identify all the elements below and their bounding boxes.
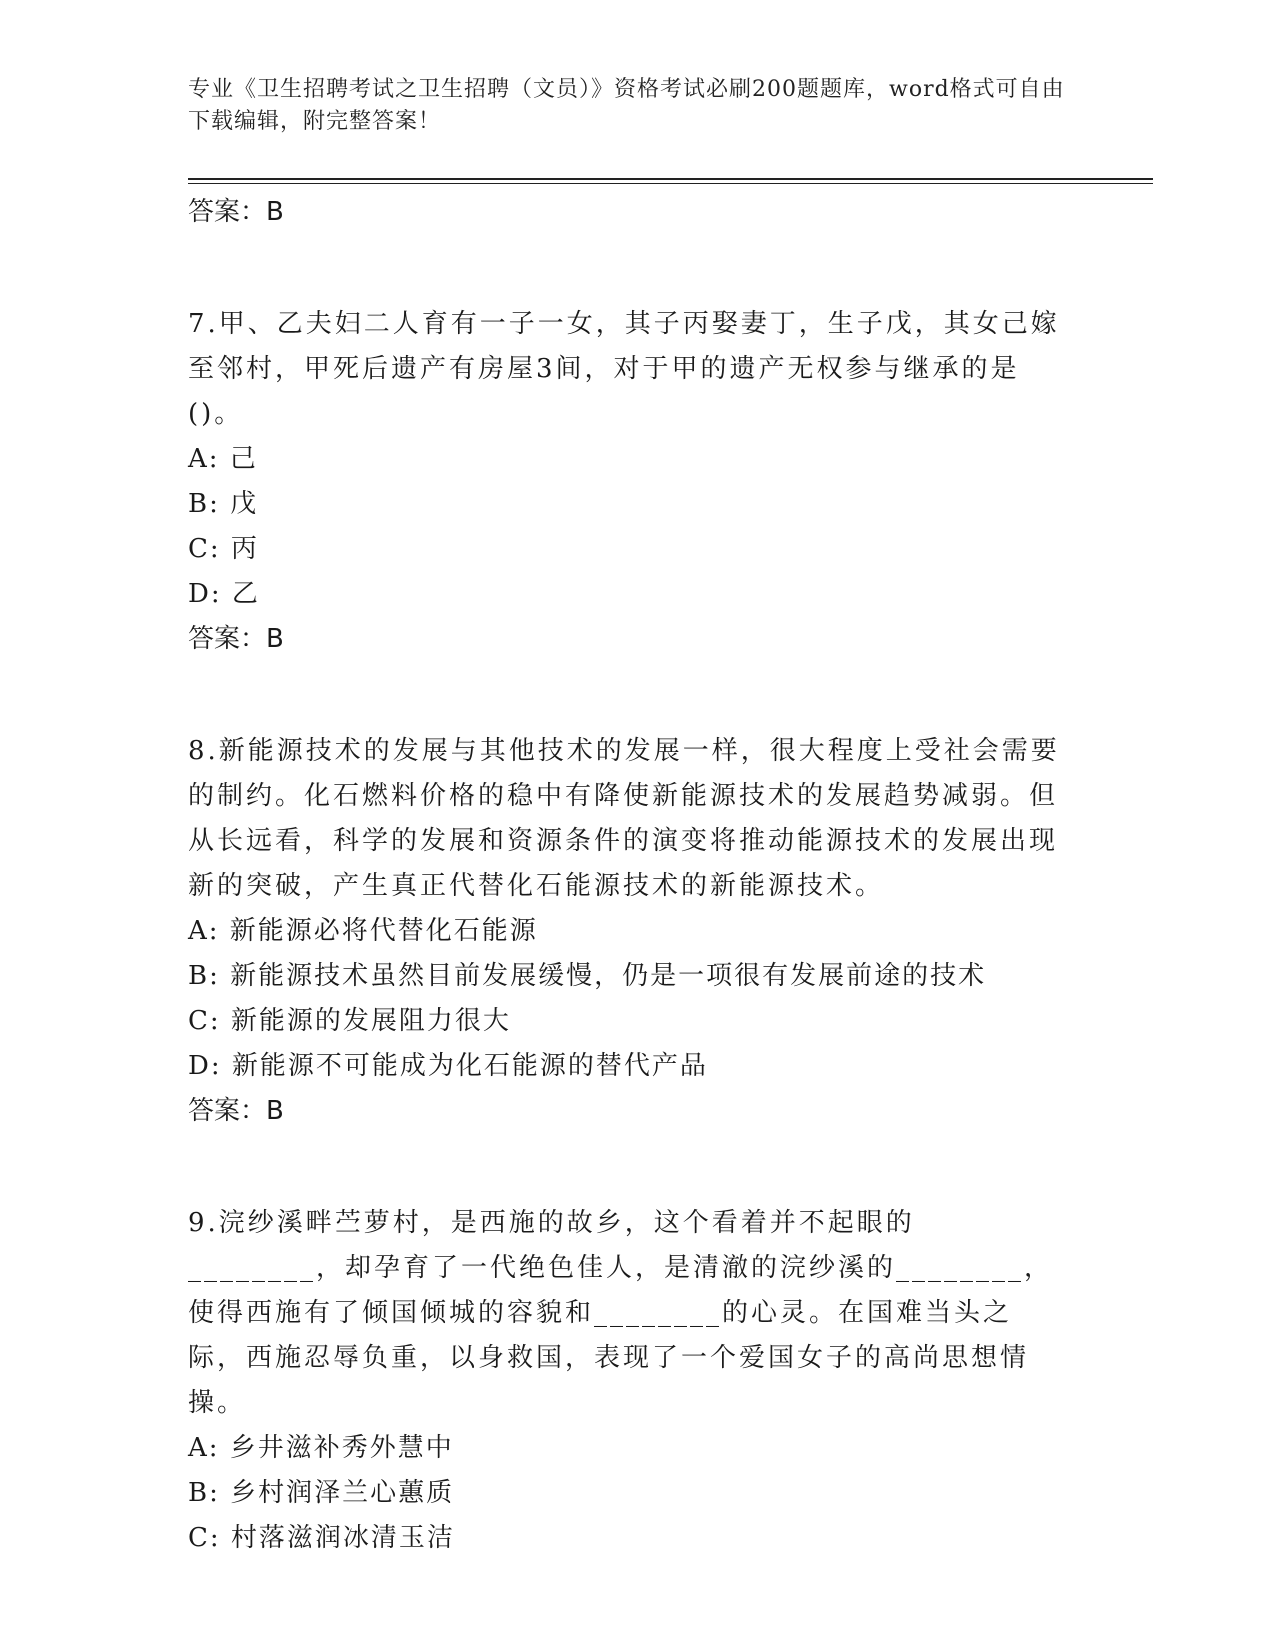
document-body bbox=[188, 190, 1068, 1561]
spacer bbox=[188, 661, 1068, 729]
option-d: D: 乙 bbox=[188, 579, 260, 609]
question-block bbox=[188, 729, 1068, 1133]
answer-label: 答案：B bbox=[188, 1096, 284, 1126]
question-text: 8.新能源技术的发展与其他技术的发展一样，很大程度上受社会需要的制约。化石燃料价格的稳中有降使新能源技术的发展趋势减弱。但从长远看，科学的发展和资源条件的演变将推动能源技术的发展出现新的突破，产生真正代替化石能源技术的新能源技术。 bbox=[188, 736, 1060, 901]
spacer bbox=[188, 234, 1068, 302]
question-text: 9.浣纱溪畔苎萝村，是西施的故乡，这个看着并不起眼的________，却孕育了一代绝色佳人，是清澈的浣纱溪的________，使得西施有了倾国倾城的容貌和________的心灵。在国难当头之际，西施忍辱负重，以身救国，表现了一个爱国女子的高尚思想情操。 bbox=[188, 1208, 1054, 1418]
option-a: A: 乡井滋补秀外慧中 bbox=[188, 1433, 454, 1463]
option-c: C: 丙 bbox=[188, 534, 259, 564]
option-c: C: 新能源的发展阻力很大 bbox=[188, 1006, 511, 1036]
question-block bbox=[188, 302, 1068, 661]
answer-label: 答案：B bbox=[188, 197, 284, 227]
option-a: A: 己 bbox=[188, 444, 258, 474]
option-a: A: 新能源必将代替化石能源 bbox=[188, 916, 538, 946]
option-c: C: 村落滋润冰清玉洁 bbox=[188, 1523, 455, 1553]
option-b: B: 乡村润泽兰心蕙质 bbox=[188, 1478, 455, 1508]
spacer bbox=[188, 1133, 1068, 1201]
document-header: 专业《卫生招聘考试之卫生招聘（文员）》资格考试必刷200题题库，word格式可自由下载编辑，附完整答案！ bbox=[188, 77, 1065, 134]
option-d: D: 新能源不可能成为化石能源的替代产品 bbox=[188, 1051, 708, 1081]
answer-label: 答案：B bbox=[188, 624, 284, 654]
header-divider-thin bbox=[188, 183, 1153, 184]
option-b: B: 戊 bbox=[188, 489, 259, 519]
question-text: 7.甲、乙夫妇二人育有一子一女，其子丙娶妻丁，生子戊，其女己嫁至邻村，甲死后遗产有房屋3间，对于甲的遗产无权参与继承的是()。 bbox=[188, 309, 1060, 429]
header-divider bbox=[188, 178, 1153, 180]
option-b: B: 新能源技术虽然目前发展缓慢，仍是一项很有发展前途的技术 bbox=[188, 961, 987, 991]
question-block bbox=[188, 1201, 1068, 1561]
